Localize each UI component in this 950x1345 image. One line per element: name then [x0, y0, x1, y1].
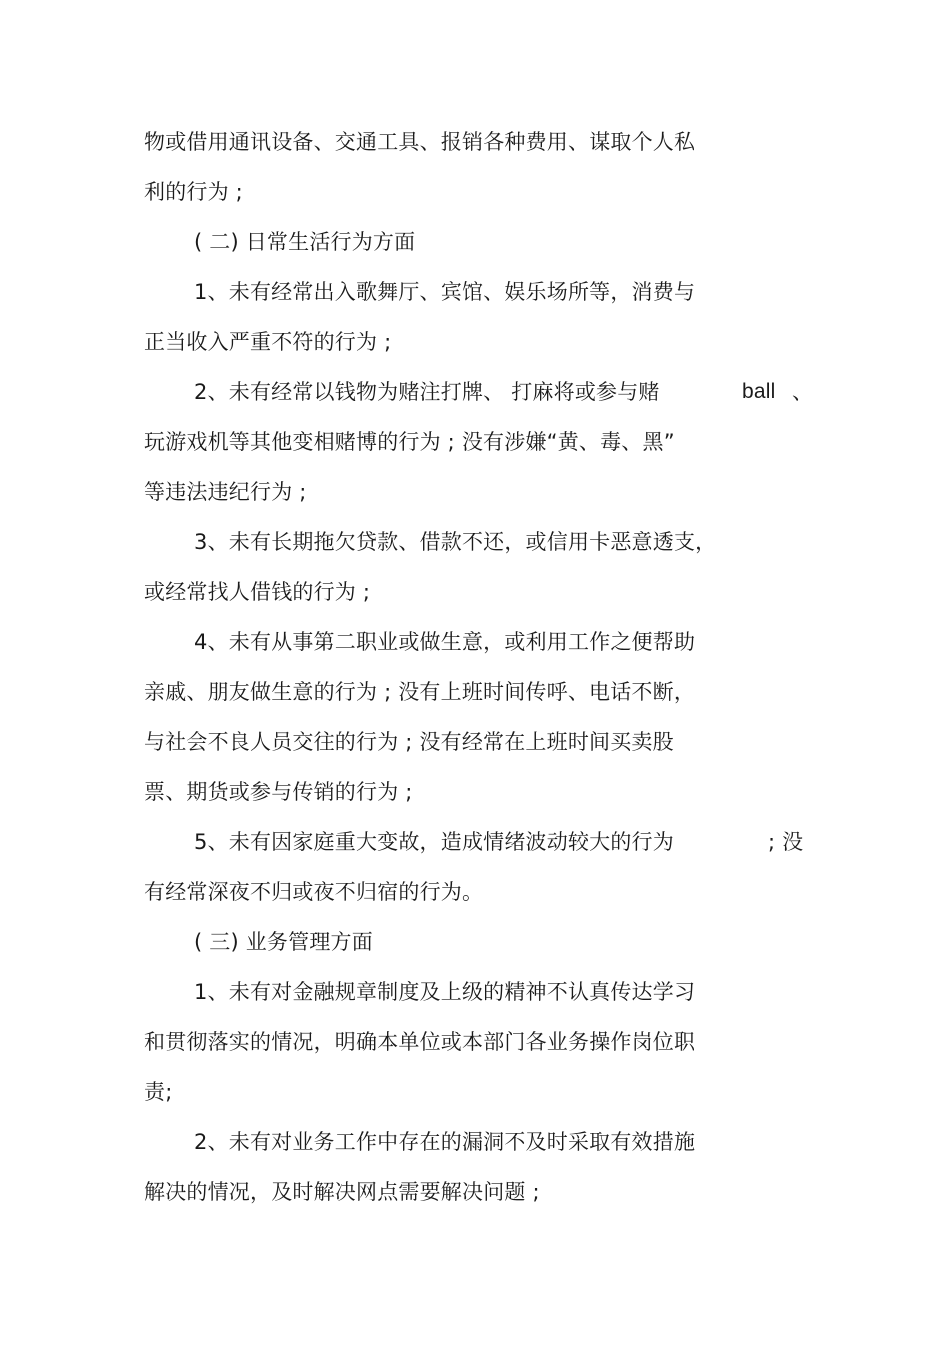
section-heading: ( 三) 业务管理方面	[194, 930, 373, 954]
text-line: 3、未有长期拖欠贷款、借款不还，或信用卡恶意透支，	[194, 530, 717, 554]
text-line: 和贯彻落实的情况，明确本单位或本部门各业务操作岗位职	[144, 1030, 696, 1054]
text-line: 2、未有经常以钱物为赌注打牌、 打麻将或参与赌	[194, 380, 660, 404]
text-line: 5、未有因家庭重大变故，造成情绪波动较大的行为	[194, 830, 674, 854]
text-fragment: ball	[742, 380, 776, 403]
text-fragment: 、	[792, 380, 814, 404]
text-line: 利的行为 ;	[144, 180, 243, 204]
text-line: 有经常深夜不归或夜不归宿的行为。	[144, 880, 484, 904]
text-line: 正当收入严重不符的行为 ;	[144, 330, 392, 354]
text-line: 4、未有从事第二职业或做生意，或利用工作之便帮助	[194, 630, 696, 654]
text-line: 玩游戏机等其他变相赌博的行为 ; 没有涉嫌“黄、毒、黑”	[144, 430, 675, 454]
text-line: 与社会不良人员交往的行为 ; 没有经常在上班时间买卖股	[144, 730, 674, 754]
text-line: 解决的情况，及时解决网点需要解决问题 ;	[144, 1180, 540, 1204]
text-line: 亲戚、朋友做生意的行为 ; 没有上班时间传呼、电话不断，	[144, 680, 696, 704]
text-line: 或经常找人借钱的行为 ;	[144, 580, 371, 604]
text-line: 1、未有经常出入歌舞厅、宾馆、娱乐场所等，消费与	[194, 280, 696, 304]
section-heading: ( 二) 日常生活行为方面	[194, 230, 416, 254]
text-line: 2、未有对业务工作中存在的漏洞不及时采取有效措施	[194, 1130, 696, 1154]
text-line: 1、未有对金融规章制度及上级的精神不认真传达学习	[194, 980, 696, 1004]
text-line: 等违法违纪行为 ;	[144, 480, 307, 504]
text-line: 物或借用通讯设备、交通工具、报销各种费用、谋取个人私	[144, 130, 696, 154]
text-fragment: ; 没	[768, 830, 804, 854]
text-line: 责;	[144, 1080, 173, 1104]
text-line: 票、期货或参与传销的行为 ;	[144, 780, 413, 804]
